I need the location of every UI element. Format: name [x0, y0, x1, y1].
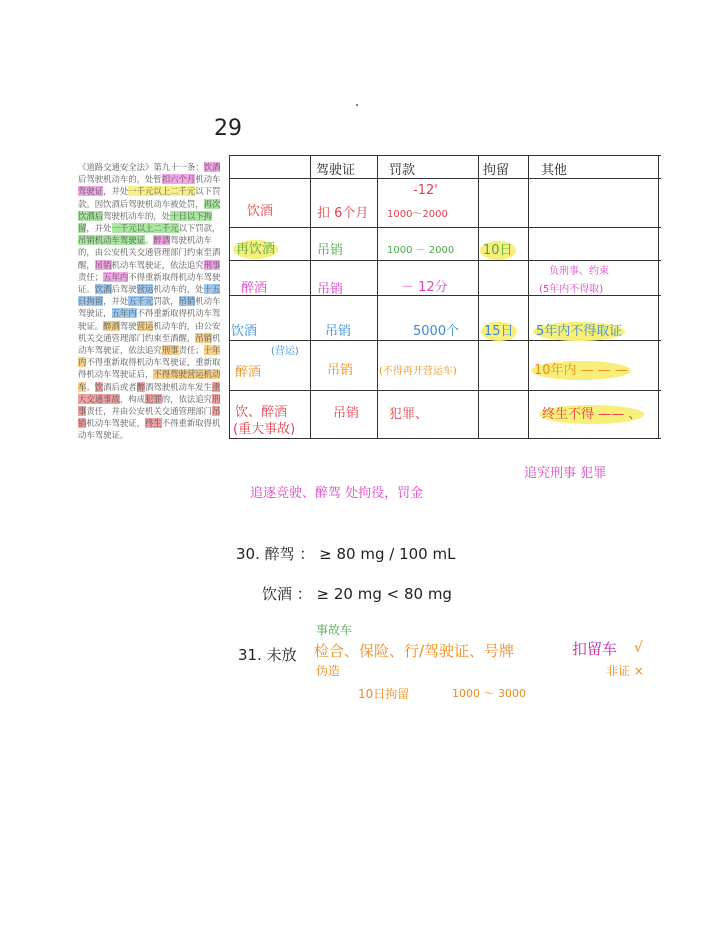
row4-label: 饮酒 — [231, 324, 258, 339]
item31-number: 31. 未放 — [238, 646, 297, 664]
law-text: 不得重新取得机动车驾驶证，重新取得机动车驾驶证后， — [78, 357, 221, 380]
law-text: 责任； — [178, 345, 204, 356]
law-highlight: 吊销 — [94, 259, 112, 270]
law-highlight: 饮酒 — [94, 284, 112, 295]
law-highlight: 五年内 — [111, 308, 137, 319]
law-text: 驾驶机动车的，由公安机关交通管理部门约束至酒醒， — [78, 235, 221, 270]
item31-detention: 10日拘留 — [358, 687, 410, 701]
law-highlight: 醉 — [136, 381, 145, 392]
law-highlight: 吊销 — [78, 406, 221, 429]
item31-bottom: 伪造 — [316, 664, 341, 678]
row1-fine-points: -12' — [413, 183, 438, 198]
law-text: 机动车 — [195, 174, 221, 185]
law-highlight: 一千元以上二千元 — [111, 223, 179, 234]
header-fine: 罚款 — [389, 163, 416, 178]
row2-fine: 1000 － 2000 — [387, 245, 455, 256]
law-highlight: 十五日拘留 — [78, 284, 221, 307]
row3-fine: － 12分 — [401, 280, 448, 295]
item31-fine: 1000 ～ 3000 — [452, 687, 526, 700]
law-text: ，并处 — [103, 296, 129, 307]
item31-main: 检合、保险、行/驾驶证、号牌 — [314, 642, 515, 660]
law-highlight: 扣六个月 — [161, 174, 196, 185]
law-highlight: 刑事 — [78, 393, 221, 417]
law-highlight: 营运 — [136, 320, 154, 331]
header-detention: 拘留 — [483, 163, 510, 178]
law-highlight: 五年内 — [103, 271, 129, 282]
penalty-table — [229, 155, 661, 439]
law-text: 《道路交通安全法》第九十一条： — [78, 162, 204, 172]
law-text: ，并处 — [86, 223, 112, 234]
row2-detention: 10日 — [480, 239, 516, 258]
law-text: 责任，并由公安机关交通管理部门 — [86, 406, 212, 417]
row1-label: 饮酒 — [247, 204, 274, 219]
item31-nonseize: 非证 × — [606, 664, 644, 678]
law-text: 酒驾驶机动车发生 — [145, 381, 212, 392]
row2-label: 再饮酒 — [233, 238, 278, 257]
law-highlight: 十年内 — [78, 345, 221, 368]
row1-fine: 1000～2000 — [387, 209, 448, 220]
row3-license: 吊销 — [317, 282, 344, 297]
law-highlight: 十日以下拘留 — [78, 210, 212, 234]
item31-top: 事故车 — [316, 623, 353, 637]
row6-label: 饮、醉酒 — [235, 405, 288, 420]
law-highlight: 醉酒 — [153, 235, 171, 246]
law-highlight: 犯罪 — [145, 393, 162, 404]
law-highlight: 再次饮酒后 — [78, 198, 221, 221]
law-text: 不得重新取得机动车驾驶证。 — [78, 271, 221, 295]
header-other: 其他 — [541, 163, 568, 178]
law-text: 机动车驾驶证， — [78, 296, 221, 319]
law-text: 的，依法追究 — [161, 393, 212, 404]
law-text: 机动车驾驶证，依法追究 — [78, 332, 221, 356]
law-highlight: 刑事 — [161, 345, 179, 356]
item31-seize: 扣留车 — [572, 640, 618, 658]
law-highlight: 终生 — [145, 418, 162, 429]
law-text: 以下罚款， — [178, 223, 221, 234]
note-crime: 追究刑事 犯罪 — [524, 466, 607, 481]
law-text: 不得重新取得机动车驾驶证。 — [78, 418, 221, 441]
law-highlight: 一千元以上二千元 — [128, 186, 196, 197]
note-racing: 追逐竞驶、醉驾 处拘役，罚金 — [250, 486, 424, 501]
law-text-paragraph — [78, 161, 222, 442]
row1-license: 扣 6个月 — [317, 206, 369, 221]
stray-dot — [356, 104, 358, 106]
row3-other: 负刑事、约束 — [549, 266, 609, 277]
row4-bracket: (营运) — [271, 346, 299, 357]
law-text: 机动车的，由公安机关交通管理部门约束至酒醒， — [78, 320, 221, 343]
law-highlight: 驾驶证 — [78, 186, 104, 197]
row6-license: 吊销 — [333, 406, 360, 421]
row5-other: 10年内 — — — — [531, 359, 631, 378]
law-text: ，构成 — [119, 393, 145, 404]
item30-line1: 30. 醉驾 ： ≥ 80 mg / 100 mL — [236, 545, 456, 563]
law-text: 以下罚款。因饮酒后驾驶机动车被处罚， — [78, 186, 221, 209]
row4-detention: 15日 — [481, 320, 517, 339]
law-highlight: 刑事 — [203, 259, 221, 270]
row4-license: 吊销 — [325, 324, 352, 339]
law-highlight: 不得驾驶营运机动车 — [78, 369, 221, 392]
row6-label-note: (重大事故) — [233, 422, 296, 437]
row6-other: 终生不得 —— 、 — [539, 403, 644, 422]
law-highlight: 吊销 — [178, 296, 196, 307]
row3-other-note: (5年内不得取) — [539, 284, 604, 295]
law-text: ，并处 — [103, 186, 129, 197]
law-text: 。 — [86, 381, 95, 392]
row5-license: 吊销 — [327, 363, 354, 378]
law-text: 。 — [145, 235, 154, 246]
law-text: 后驾驶 — [111, 284, 137, 295]
law-text: 后驾驶机动车的，处暂 — [78, 174, 162, 185]
law-text: 机动车的，处 — [153, 284, 204, 295]
law-highlight: 重大交通事故 — [78, 381, 221, 404]
item30-line2: 饮酒 ： ≥ 20 mg < 80 mg — [262, 585, 452, 603]
row2-license: 吊销 — [317, 243, 344, 258]
law-highlight: 吊销 — [195, 332, 212, 343]
item-29-number: 29 — [214, 116, 242, 141]
row3-label: 醉酒 — [241, 281, 268, 296]
law-highlight: 饮 — [94, 381, 104, 392]
law-text: 机动车驾驶证，依法追究 — [111, 259, 204, 270]
law-highlight: 五千元 — [128, 296, 154, 307]
law-text: 责任； — [78, 271, 104, 282]
law-highlight: 醉酒 — [103, 320, 120, 331]
law-text: 不得重新取得机动车驾驶证。 — [78, 308, 221, 331]
law-text: 驾驶机动车的，处 — [103, 210, 171, 221]
row5-fine: (不得再开营运车) — [379, 366, 457, 377]
item31-check: √ — [634, 640, 643, 656]
row4-fine: 5000个 — [413, 324, 460, 339]
law-highlight: 吊销机动车驾驶证 — [78, 235, 145, 246]
law-text: 机动车驾驶证， — [86, 418, 145, 429]
law-text: 驾驶 — [119, 320, 137, 331]
header-license: 驾驶证 — [316, 163, 356, 178]
law-highlight: 饮酒 — [203, 162, 221, 172]
law-highlight: 营运 — [136, 284, 154, 295]
row6-fine: 犯罪、 — [389, 407, 429, 422]
law-text: 罚款， — [153, 296, 179, 307]
row4-other: 5年内不得取证 — [533, 320, 625, 339]
law-text: 酒后或者 — [103, 381, 137, 392]
row5-label: 醉酒 — [235, 365, 262, 380]
